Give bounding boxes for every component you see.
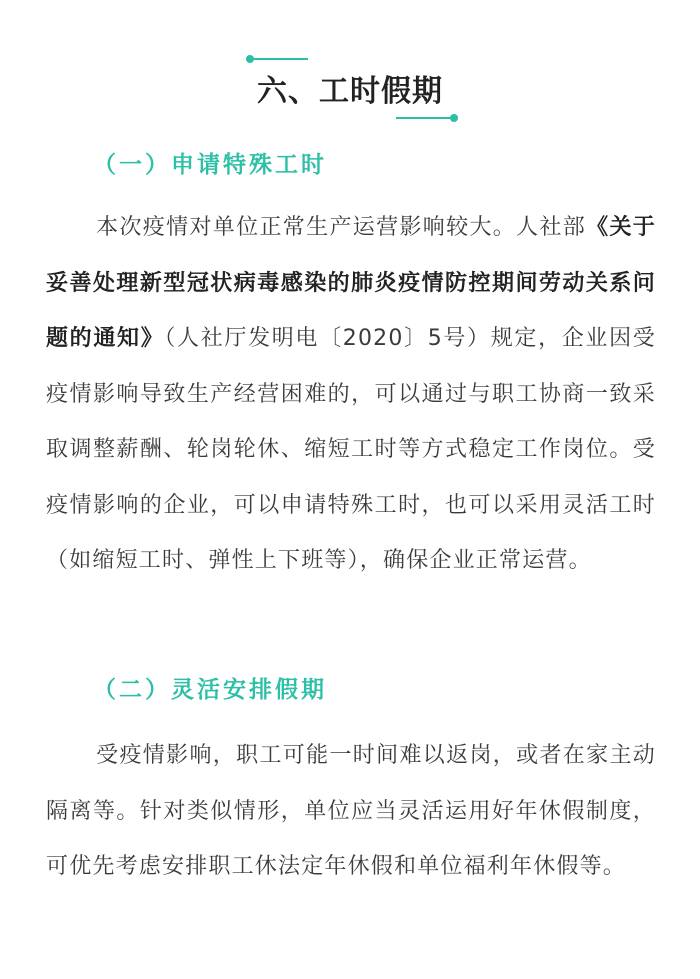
paragraph-body-text: 受疫情影响，职工可能一时间难以返岗，或者在家主动隔离等。针对类似情形，单位应当灵活运用好年休假制度，可优先考虑安排职工休法定年休假和单位福利年休假等。 xyxy=(46,743,656,879)
title-decoration-line-bottom xyxy=(396,117,454,119)
page-title: 六、工时假期 xyxy=(257,74,443,109)
title-block xyxy=(0,40,700,130)
title-decoration-dot-bottom xyxy=(450,114,458,122)
section-paragraph-flexible-leave xyxy=(46,728,656,895)
section-paragraph-special-hours xyxy=(46,200,656,589)
section-heading-flexible-leave: （二）灵活安排假期 xyxy=(93,677,327,703)
paragraph-lead-text: 本次疫情对单位正常生产运营影响较大。人社部 xyxy=(96,215,587,240)
paragraph-body-text: （人社厅发明电〔2020〕5号）规定，企业因受疫情影响导致生产经营困难的，可以通过与职工协商一致采取调整薪酬、轮岗轮休、缩短工时等方式稳定工作岗位。受疫情影响的企业，可以申请特殊工时，也可以采用灵活工时（如缩短工时、弹性上下班等），确保企业正常运营。 xyxy=(46,326,656,573)
document-reference-title: 《关于妥善处理新型冠状病毒感染的肺炎疫情防控期间劳动关系问题的通知》 xyxy=(46,215,656,351)
title-decoration-line-top xyxy=(250,58,308,60)
title-decoration-dot-top xyxy=(246,55,254,63)
section-heading-special-hours: （一）申请特殊工时 xyxy=(93,152,327,178)
